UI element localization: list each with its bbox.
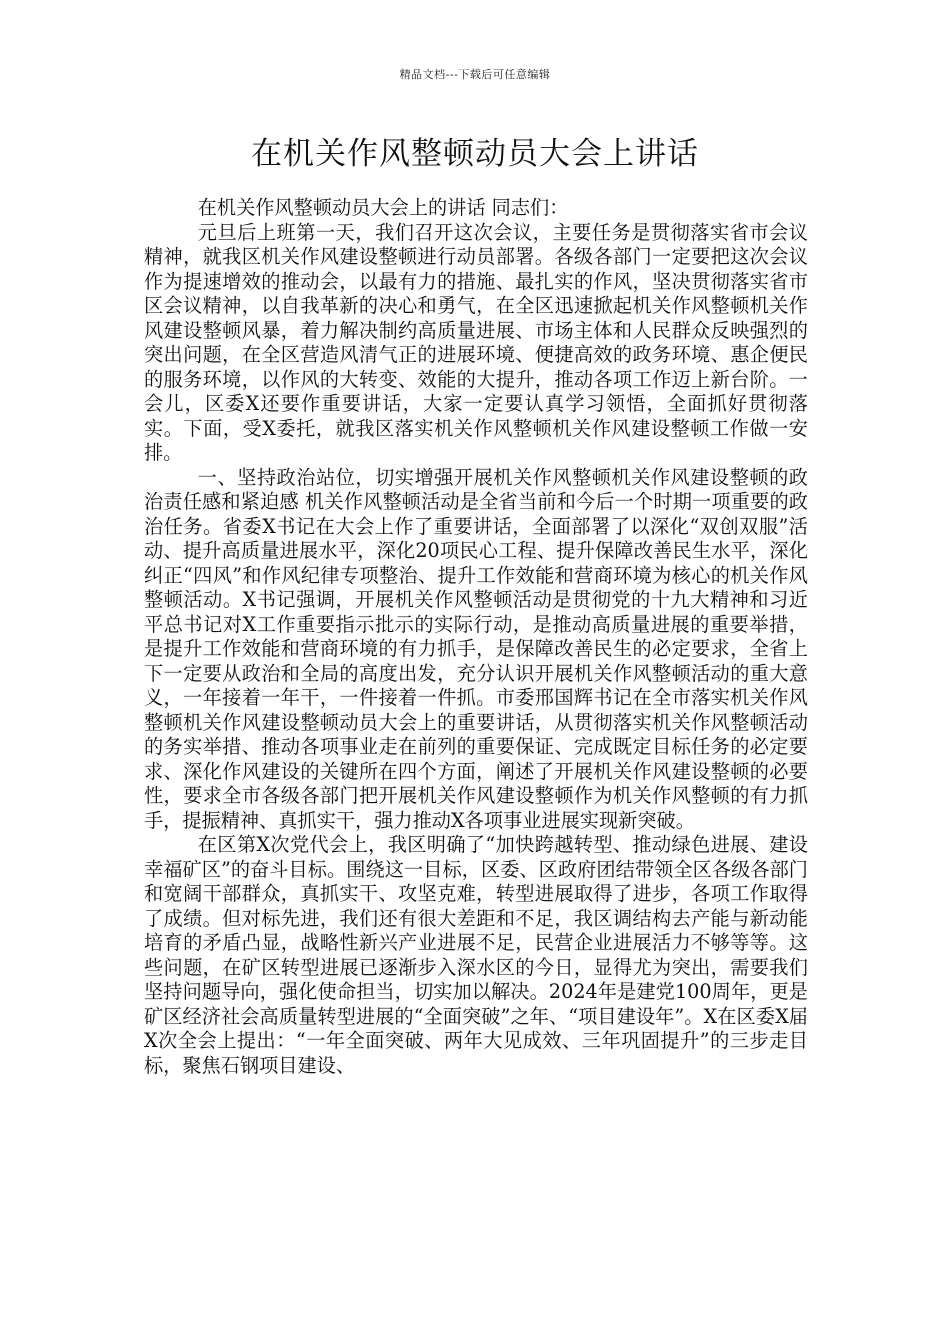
- paragraph-section-one: 一、坚持政治站位，切实增强开展机关作风整顿机关作风建设整顿的政治责任感和紧迫感 机关作风整顿活动是全省当前和今后一个时期一项重要的政治任务。省委X书记在大会上作了重要讲话，全面部署了以深化“双创双服”活动、提升高质量进展水平，深化20项民心工程、提升保障改善民生水平，深化纠正“四风”和作风纪律专项整治、提升工作效能和营商环境为核心的机关作风整顿活动。X书记强调，开展机关作风整顿活动是贯彻党的十九大精神和习近平总书记对X工作重要指示批示的实际行动，是推动高质量进展的重要举措，是提升工作效能和营商环境的有力抓手，是保障改善民生的必定要求，全省上下一定要从政治和全局的高度出发，充分认识开展机关作风整顿活动的重大意义，一年接着一年干，一件接着一件抓。市委邢国辉书记在全市落实机关作风整顿机关作风建设整顿动员大会上的重要讲话，从贯彻落实机关作风整顿活动的务实举措、推动各项事业走在前列的重要保证、完成既定目标任务的必定要求、深化作风建设的关键所在四个方面，阐述了开展机关作风建设整顿的必要性，要求全市各级各部门把开展机关作风建设整顿作为机关作风整顿的有力抓手，提振精神、真抓实干，强力推动X各项事业进展实现新突破。: [144, 465, 808, 832]
- paragraph-salutation: 在机关作风整顿动员大会上的讲话 同志们：: [197, 196, 569, 219]
- paragraph-intro: 元旦后上班第一天，我们召开这次会议，主要任务是贯彻落实省市会议精神，就我区机关作风建设整顿进行动员部署。各级各部门一定要把这次会议作为提速增效的推动会，以最有力的措施、最扎实的作风，坚决贯彻落实省市区会议精神，以自我革新的决心和勇气，在全区迅速掀起机关作风整顿机关作风建设整顿风暴，着力解决制约高质量进展、市场主体和人民群众反映强烈的突出问题，在全区营造风清气正的进展环境、便捷高效的政务环境、惠企便民的服务环境，以作风的大转变、效能的大提升，推动各项工作迈上新台阶。一会儿，区委X还要作重要讲话，大家一定要认真学习领悟，全面抓好贯彻落实。下面，受X委托，就我区落实机关作风整顿机关作风建设整顿工作做一安排。: [144, 220, 808, 464]
- paragraph-district-goals: 在区第X次党代会上，我区明确了“加快跨越转型、推动绿色进展、建设幸福矿区”的奋斗目标。围绕这一目标，区委、区政府团结带领全区各级各部门和宽阔干部群众，真抓实干、攻坚克难，转型进展取得了进步，各项工作取得了成绩。但对标先进，我们还有很大差距和不足，我区调结构去产能与新动能培育的矛盾凸显，战略性新兴产业进展不足，民营企业进展活力不够等等。这些问题，在矿区转型进展已逐渐步入深水区的今日，显得尤为突出，需要我们坚持问题导向，强化使命担当，切实加以解决。2024年是建党100周年，更是矿区经济社会高质量转型进展的“全面突破”之年、“项目建设年”。X在区委X届X次全会上提出：“一年全面突破、两年大见成效、三年巩固提升”的三步走目标，聚焦石钢项目建设、: [144, 833, 808, 1077]
- document-title: 在机关作风整顿动员大会上讲话: [251, 136, 699, 172]
- document-body: [144, 196, 808, 1078]
- page-header-note: 精品文档---下载后可任意编辑: [399, 68, 551, 81]
